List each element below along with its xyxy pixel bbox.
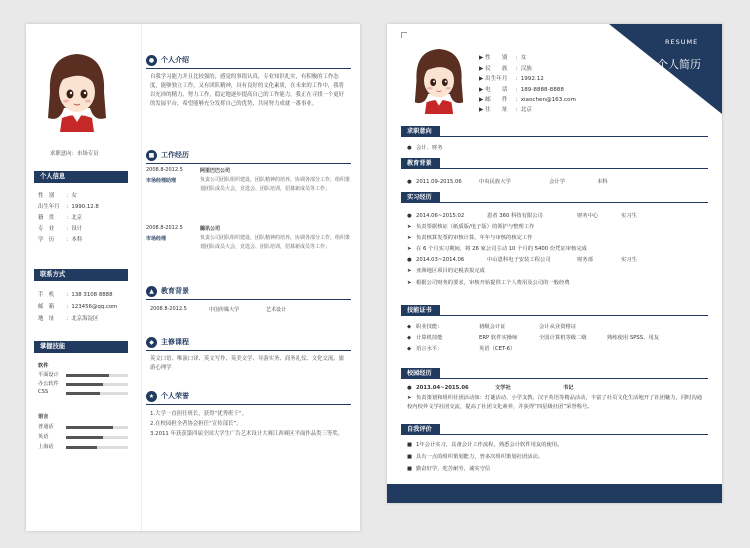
skill-bar — [66, 374, 128, 377]
language-name: 英语 — [38, 434, 49, 440]
evaluation-item: ■ 1年会计实习，具备会计工作流程，熟悉会计软件用友的使用。 — [407, 442, 563, 448]
resume-en-label: RESUME — [665, 38, 699, 46]
skill-cell: ERP 软件实操师 — [479, 335, 518, 341]
internship-point: ➤ 负责票据核证（纸质版/电子版）的领护与整理工作 — [407, 224, 535, 230]
section-title: 工作经历 — [161, 151, 189, 159]
section-title-skills: 技能证书 — [401, 305, 440, 316]
section-divider — [401, 202, 708, 203]
trophy-icon: ★ — [146, 391, 157, 402]
skill-row: ◆ 语言水平： — [407, 346, 443, 352]
info-row: ▶ 民 族 ：汉族 — [479, 66, 532, 72]
info-row: ▶ 住 址 ：北京 — [479, 107, 532, 113]
objective-text: ● 会计、财务 — [407, 145, 443, 151]
internship-dept: 财务中心 — [577, 213, 599, 219]
award-item: 3.2011 年获获第四届全国大学生广告艺术设计大赛江西赛区平面作品类三等奖。 — [150, 431, 344, 437]
language-name: 上海话 — [38, 444, 54, 450]
section-divider — [146, 299, 351, 300]
education-major: 会计学 — [549, 179, 565, 185]
column-divider — [141, 24, 142, 531]
work-date: 2008.8-2012.5 — [146, 167, 183, 173]
briefcase-icon: ■ — [146, 150, 157, 161]
contact-row: 手 机 ：138 3108 8888 — [38, 292, 113, 298]
internship-role: 实习生 — [621, 257, 637, 263]
skill-row: ◆ 计算机技能 — [407, 335, 443, 341]
section-title-internship: 实习经历 — [401, 192, 440, 203]
info-row: 专 业 ：设计 — [38, 226, 83, 232]
award-item: 1.大学一直担任班长，获得“优秀班干”。 — [150, 411, 247, 417]
language-label: 语言 — [38, 414, 49, 420]
avatar-illustration-icon — [407, 44, 471, 114]
info-row: 籍 贯 ：北京 — [38, 215, 83, 221]
info-row: 出生年月 ：1990.12.8 — [38, 204, 99, 210]
internship-point: ➤ 在 6 个月实习期间，将 26 家公司主动 10 个月的 5400 份凭证审核完成 — [407, 246, 587, 252]
intro-text: 自我学习能力并且比较强的，感觉的事很认真，专业知识扎实，有积极的工作态度，能够独立工作，又有团队精神，具有良好的文化素质，在未来的工作中，我将以充沛的精力，努力工作，稳定地逐步提高自己的工作能力。我正在寻找一个更好的发展平台，希望能够充分发挥自己的优势，共同努力成就一番事业。 — [150, 74, 345, 107]
campus-text: ➤ 负责策划和组织社团活动如：灯谜活动、小学支教、汉字英语等精品活动，丰富了社员文化生活地开了社团魅力，同时沟通校内校外文学社团交流，提高了社团文化素养，并获得“四星级社团”荣誉称号。 — [407, 395, 703, 410]
personal-info-title: 个人信息 — [34, 171, 128, 183]
work-company: 阿里巴巴公司 — [200, 168, 231, 174]
skill-cell: 英语（CET-6） — [479, 346, 516, 352]
skill-cell: 全国计算机等级二级 — [539, 335, 587, 341]
section-divider — [401, 378, 708, 379]
skill-bar — [66, 383, 128, 386]
info-row: 学 历 ：本科 — [38, 237, 83, 243]
resume-cn-label: 个人简历 — [657, 58, 701, 71]
edu-school: 中国传媒大学 — [209, 307, 240, 313]
graduation-cap-icon: ▲ — [146, 286, 157, 297]
language-bar — [66, 446, 128, 449]
section-title-objective: 求职意向 — [401, 126, 440, 137]
courses-text: 英文口语、唯演口译、英文写作、英美文学、导游实务、商务礼仪、文化交流、旅游心理学 — [150, 356, 345, 371]
campus-role: 书记 — [563, 385, 574, 391]
internship-company: 恩者 360 科技有限公司 — [487, 213, 543, 219]
contact-row: 邮 箱 ：123456@qq.com — [38, 304, 118, 310]
section-divider — [401, 136, 708, 137]
section-title-education: 教育背景 — [401, 158, 440, 169]
evaluation-item: ■ 具有一点的组织策划能力，曾多次组织策划社团活动。 — [407, 454, 544, 460]
skill-cell: 熟练使用 SPSS、用友 — [607, 335, 660, 341]
section-divider — [401, 315, 708, 316]
work-desc: 负责公司团队组织建设，团队精神的培养，协调各部分工作，组织策划团队成员大会，竞选会、团队培训，招募新成员等工作； — [200, 177, 351, 192]
internship-point: ➤ 负责核算发票的审核计算，年年与审核的核完工作 — [407, 235, 533, 241]
work-company: 腾讯公司 — [200, 226, 221, 232]
skill-cell: 初级会计证 — [479, 324, 506, 330]
internship-row: ● 2014.03~2014.06 — [407, 257, 465, 263]
internship-role: 实习生 — [621, 213, 637, 219]
campus-org: 文学社 — [495, 385, 511, 391]
section-divider — [146, 350, 351, 351]
section-divider — [401, 168, 708, 169]
info-row: 性 别 ：女 — [38, 193, 77, 199]
contact-title: 联系方式 — [34, 269, 128, 281]
resume-page-2 — [387, 24, 722, 503]
section-title: 教育背景 — [161, 287, 189, 295]
info-row: ▶ 出生年月 ：1992.12 — [479, 76, 544, 82]
avatar — [44, 48, 110, 132]
info-row: ▶ 性 别 ：女 — [479, 55, 527, 61]
internship-company: 中山恩科电子安装工程公司 — [487, 257, 551, 263]
contact-row: 地 址 ：北京海淀区 — [38, 316, 99, 322]
section-title: 个人介绍 — [161, 56, 189, 64]
section-title-evaluation: 自我评价 — [401, 424, 440, 435]
language-bar — [66, 426, 128, 429]
education-row: ● 2011.09-2015.06 — [407, 179, 462, 185]
software-label: 软件 — [38, 363, 49, 369]
skill-row: ◆ 职业技能： — [407, 324, 443, 330]
section-title-campus: 校园经历 — [401, 368, 440, 379]
evaluation-item: ■ 勤奋好学，吃苦耐劳，诚实守信 — [407, 466, 491, 472]
person-icon: ● — [146, 55, 157, 66]
job-intent: 求职意向：市场专员 — [50, 151, 99, 157]
section-divider — [146, 163, 351, 164]
edu-date: 2008.8-2012.5 — [150, 306, 187, 312]
skill-name: 办公软件 — [38, 381, 59, 387]
work-date: 2008.8-2012.5 — [146, 225, 183, 231]
section-title: 主修课程 — [161, 338, 189, 346]
info-row: ▶ 邮 件 ：xiaochen@163.com — [479, 97, 577, 103]
work-role: 市场经理 — [146, 236, 167, 242]
language-name: 普通话 — [38, 424, 54, 430]
avatar — [407, 44, 471, 114]
internship-point: ➤ 亚洲地区项目的定税表报完成 — [407, 268, 485, 274]
skill-bar — [66, 392, 128, 395]
book-icon: ◆ — [146, 337, 157, 348]
skill-name: 平面设计 — [38, 372, 59, 378]
internship-dept: 财务部 — [577, 257, 593, 263]
section-title: 个人荣誉 — [161, 392, 189, 400]
internship-row: ● 2014.06~2015.02 — [407, 213, 465, 219]
education-degree: 本科 — [597, 179, 608, 185]
internship-point: ➤ 根据公司财务的要求，审核开始提供工个人费用及公司的一般经费 — [407, 280, 570, 286]
edu-major: 艺术设计 — [266, 307, 287, 313]
award-item: 2.在校园担全者协会担任“宣传部长”。 — [150, 421, 242, 427]
section-divider — [146, 68, 351, 69]
work-desc: 负责公司团队组织建设，团队精神的培养，协调各部分工作，组织策划团队成员大会，竞选会、团队培训，招募新成员等工作； — [200, 235, 351, 250]
footer-band — [387, 484, 722, 503]
section-divider — [401, 434, 708, 435]
skills-title: 掌握技能 — [34, 341, 128, 353]
resume-page-1 — [26, 24, 360, 531]
skill-cell: 会计从业资格证 — [539, 324, 577, 330]
language-bar — [66, 436, 128, 439]
skill-name: CSS — [38, 389, 49, 395]
avatar-illustration-icon — [44, 48, 110, 132]
corner-mark — [401, 32, 407, 38]
section-divider — [146, 404, 351, 405]
info-row: ▶ 电 话 ：189-8888-8888 — [479, 87, 564, 93]
education-school: 中央民族大学 — [479, 179, 511, 185]
work-role: 市场经理助理 — [146, 178, 177, 184]
campus-row: ● 2013.04~2015.06 — [407, 385, 469, 391]
